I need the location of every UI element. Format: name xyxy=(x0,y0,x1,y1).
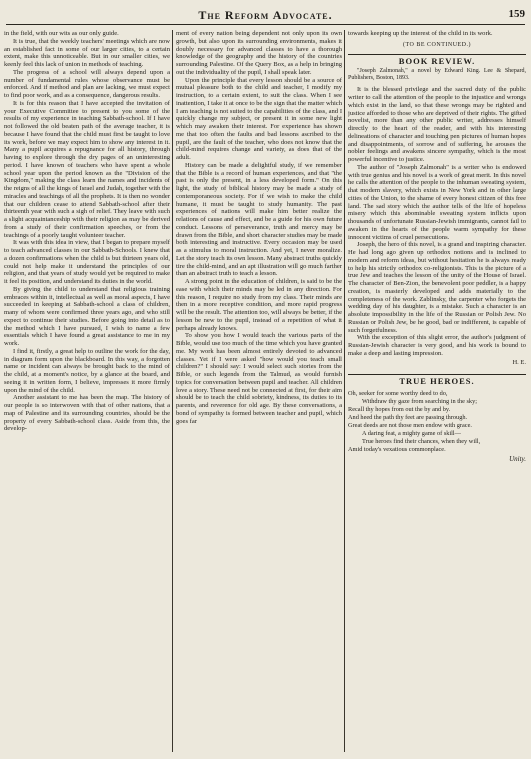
paragraph: Upon the principle that every lesson should be a source of mutual pleasure both to the child and teacher, I modify my instruction, to a certain extent, to suit the class. When I see inattention, I take it at once to be the sign that the matter which I am teaching is not suited to the capabilities of the class, and I quickly change my subject, or present it in some new light which may awaken their interest. For experience has shown me that too often the faults and bad lessons ascribed to the pupil, are the fault of the teacher, who does not know that the child-mind requires change and variety, as does that of the adult. xyxy=(176,76,342,161)
poem-source: Unity. xyxy=(509,455,526,463)
paragraph: Joseph, the hero of this novel, is a grand and inspiring character. He had long ago given up orthodox notions and is inclined to modern and reform ideas, but without hesitation he is always ready to help his strictly orthodox co-religionists. This is the picture of a true Jew and teaches the lesson of the unity of the House of Israel. The character of Ben-Zion, the benevolent poor peddler, is a happy creation, is masterly developed and adds materially to the completeness of the work. Zablinsky, the carpenter who forgets the wedding day of his daughter, is a mistake. Such a character is an absolute impossibility in the life of the Russian or Polish Jew. No Russian or Polish Jew, be he good, bad or indifferent, is capable of such forgetfulness. xyxy=(348,241,526,334)
paragraph: towards keeping up the interest of the child in its work. xyxy=(348,30,493,37)
poem-line: Withdraw thy gaze from searching in the sky; xyxy=(362,398,477,405)
paragraph: A strong point in the education of children, is said to be the ease with which their minds may be led in any direction. For this reason, I require no study from my class. Their minds are then in a more receptive condition, and more rapid progress will be the result. The attention too, will always be better, if the lesson be new to the pupil, instead of a repetition of what it perhaps already knows. xyxy=(176,278,342,332)
column-divider xyxy=(172,30,173,752)
article-column-3 xyxy=(348,30,526,755)
paragraph: History can be made a delightful study, if we remember that the Bible is a record of human experiences, and that "the past is only the present, in a less developed form." On this light, the study of biblical history may be made a study of contemporaneous society. For if we wish to make the child humane, it must be taught to study humanity. The past experiences of nations will make him better realize the relations of cause and effect, and be a guide for his own future conduct. Lessons of perseverance, truth and mercy may be drawn from the Bible, and short character studies may be made both interesting and instructive. Every occasion may be used as a stimulus to moral instruction. And yet, I never moralize. Let the story teach its own lesson. Many abstract truths quickly tire the child-mind, and an apt illustration will go much farther than an abstract truth to teach a lesson. xyxy=(176,161,342,278)
poem-line: Amid today's vexatious commonplace. xyxy=(348,446,446,453)
poem-line: And heed the path thy feet are passing through. xyxy=(348,414,468,421)
paragraph: It is true, that the weekly teachers' meetings which are now an established fact in some of our larger cities, to a certain extent, make this unnoticeable. But in our smaller cities, we keenly feel this lack of union in methods of teaching. xyxy=(4,37,170,68)
article-column-2 xyxy=(176,30,342,755)
masthead-title: The Reform Advocate. xyxy=(198,8,333,22)
poem-line: Recall thy hopes from out the by and by. xyxy=(348,406,451,413)
paragraph: I find it, firstly, a great help to outline the work for the day, in diagram form upon the blackboard. In this way, a forgotten name or incident can always be brought back to the mind of the child, at a moment's notice, by a glance at the board, and seeing it in written form, I believe, impresses it more firmly upon the mind of the child. xyxy=(4,347,170,394)
book-review-heading: BOOK REVIEW. xyxy=(348,54,526,66)
poem-lines xyxy=(348,390,526,454)
poem-line: Oh, seeker for some worthy deed to do, xyxy=(348,390,448,397)
paragraph: It was with this idea in view, that I began to prepare myself to teach advanced classes in our Sabbath-Schools. I knew that a dozen confirmations when the child is but thirteen years old, could not help make it understand the principles of our religion, and that years of study would yet be required to make it feel its position, and understand its duties in the world. xyxy=(4,239,170,285)
column-divider xyxy=(344,30,345,752)
page-number: 159 xyxy=(508,8,525,20)
continued-notice: (TO BE CONTINUED.) xyxy=(402,41,472,48)
reviewer-initials: H. E. xyxy=(512,358,526,366)
poem-line: Great deeds are not those men endow with grace. xyxy=(348,422,472,429)
paragraph: It is the blessed privilege and the sacred duty of the public writer to call the attention of the people to the injustice and wrongs which exist in the land, so that these wrongs may be righted and justice afforded to those who are deprived of their rights. The gifted novelist, more than any other public writer, addresses himself directly to the heart of the reader, and with his interesting delineations of character and touching pen pictures of human hopes and disappointments, of sorrow and of suffering, he arouses the nobler feelings and awakens sincere sympathy, which is the most powerful incentive to justice. xyxy=(348,86,526,163)
review-citation: "Joseph Zalmonah," a novel by Edward King. Lee & Shepard, Publishers, Boston, 1893. xyxy=(348,68,526,82)
paragraph: The author of "Joseph Zalmonah" is a writer who is endowed with true genius and his novel is a work of great merit. In this novel he calls the attention of the people to the inhuman sweating system, that modern slavery, which exists in New York and in other large cities of the Union, to the shame of every honest citizen of this free land. The sad story which the author tells of the life of hopeless misery which this abominable sweating system inflicts upon thousands of unfortunate Russian-Jewish immigrants, cannot fail to awaken in the hearts of the people warm sympathy for these innocent victims of cruel persecutions. xyxy=(348,163,526,241)
paragraph: By giving the child to understand that religious training embraces within it, intellectual as well as moral aspects, I have succeeded in keeping at Sabbath-school a class of children, many of whom were confirmed three years ago, and who still expect to continue their studies. Before going into detail as to the method which I have pursued, I wish to name a few essentials which I have found a great assistance to me in my work. xyxy=(4,285,170,347)
article-column-1 xyxy=(4,30,170,755)
paragraph: Another assistant to me has been the map. The history of our people is so interwoven with that of other nations, that a map of Palestine and its surrounding countries, should be the property of every Sabbath-school class. Aside from this, the develop- xyxy=(4,394,170,433)
paragraph: in the field, with our wits as our only guide. xyxy=(4,30,119,37)
paragraph: To show you how I would teach the various parts of the Bible, would use too much of the time which you have granted me. My work has been almost entirely devoted to advanced classes. Yet if I were asked "how would you teach small children?" I should say: I would select such stories from the Bible, or such legends from the Talmud, as would furnish topics for conversation between pupil and teacher. All children love a story. These need not be connected at first, for their aim should be to teach the child sobriety, kindness, its duties to its parents, and reverence for old age. By these conversations, a bond of sympathy is formed between teacher and pupil, which goes far xyxy=(176,332,342,425)
paragraph: The progress of a school will always depend upon a number of fundamental rules whose observance must be enforced. And if method and plan are lacking, we must expect to find poor work, and as a consequence, dangerous results. xyxy=(4,68,170,99)
paragraph: ment of every nation being dependent not only upon its own growth, but also upon its surrounding environments, makes it doubly necessary for advanced classes to have a thorough knowledge of the geography and the history of the countries surrounding Palestine. Of the Query Box, as a help in bringing out the individuality of the pupil, I shall speak later. xyxy=(176,30,342,76)
poem-title: TRUE HEROES. xyxy=(399,376,475,387)
poem-line: A daring feat, a mighty game of skill— xyxy=(362,430,461,437)
paragraph: It is for this reason that I have accepted the invitation of your Executive Committee to present to you some of the results of my experience in teaching Sabbath-school. If I have not followed the old beaten path of the average teacher, it is because I have found that the child must first be taught to love its work, before we may expect him to show any interest in it. Many a pupil acquires a repugnance for all history, through having to explore through the dry pages of an uninteresting period. I have known of teachers who have spent a whole school year upon the period known as the "Division of the Kingdom," making the class learn the names and incidents of the reigns of all the kings of Israel and Judah, together with the miracles and teachings of all the prophets. It is then no wonder that our children cease to attend Sabbath-school after their thirteenth year with such a sigh of relief. They leave with such a slight acquaintanceship with their religion as may be derived from a study of their confirmation speeches, or from the teachings of a poorly taught volunteer teacher. xyxy=(4,99,170,239)
poem-line: True heroes find their chances, when they will, xyxy=(362,438,481,445)
paragraph: With the exception of this slight error, the author's judgment of Russian-Jewish character is very good, and his work is bound to make a deep and lasting impression. xyxy=(348,334,526,357)
poem-box xyxy=(348,374,526,464)
page-header xyxy=(6,8,525,25)
